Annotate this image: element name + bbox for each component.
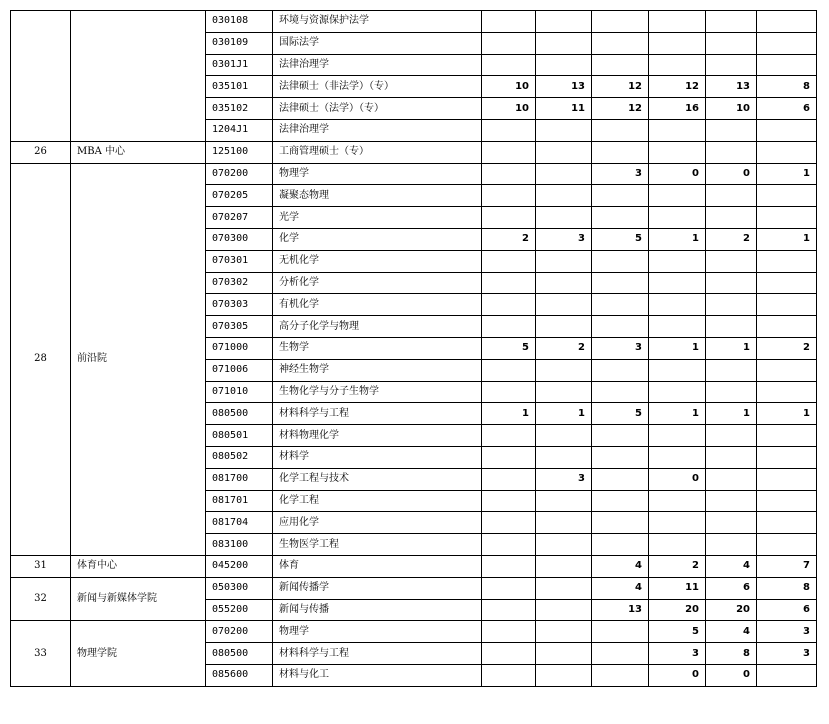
count-cell: 12 [649, 76, 706, 98]
major-name-cell: 新闻与传播 [273, 599, 482, 621]
count-cell: 4 [706, 621, 757, 643]
major-code-cell: 080500 [206, 403, 273, 425]
count-cell: 10 [482, 76, 536, 98]
count-cell [482, 250, 536, 272]
major-code-cell: 035101 [206, 76, 273, 98]
count-cell [536, 359, 592, 381]
major-name-cell: 化学工程 [273, 490, 482, 512]
count-cell: 4 [592, 577, 649, 599]
count-cell [649, 250, 706, 272]
count-cell: 1 [649, 228, 706, 250]
count-cell [536, 425, 592, 447]
count-cell [649, 294, 706, 316]
count-cell [592, 207, 649, 229]
count-cell [482, 141, 536, 163]
count-cell [757, 512, 817, 534]
count-cell [757, 316, 817, 338]
major-code-cell: 035102 [206, 98, 273, 120]
count-cell [649, 512, 706, 534]
count-cell [536, 250, 592, 272]
major-name-cell: 材料科学与工程 [273, 643, 482, 665]
count-cell [482, 185, 536, 207]
major-name-cell: 体育 [273, 555, 482, 577]
count-cell [706, 446, 757, 468]
count-cell [649, 141, 706, 163]
count-cell [757, 490, 817, 512]
count-cell [536, 54, 592, 76]
count-cell [482, 11, 536, 33]
count-cell: 5 [592, 403, 649, 425]
count-cell [482, 207, 536, 229]
count-cell [706, 32, 757, 54]
major-code-cell: 070301 [206, 250, 273, 272]
major-code-cell: 081700 [206, 468, 273, 490]
count-cell: 2 [649, 555, 706, 577]
count-cell [706, 381, 757, 403]
major-code-cell: 081701 [206, 490, 273, 512]
count-cell [706, 185, 757, 207]
major-name-cell: 物理学 [273, 621, 482, 643]
count-cell [536, 512, 592, 534]
count-cell [592, 54, 649, 76]
major-name-cell: 国际法学 [273, 32, 482, 54]
count-cell: 8 [706, 643, 757, 665]
major-name-cell: 高分子化学与物理 [273, 316, 482, 338]
count-cell [649, 381, 706, 403]
count-cell [706, 316, 757, 338]
major-code-cell: 055200 [206, 599, 273, 621]
count-cell [536, 207, 592, 229]
count-cell [482, 294, 536, 316]
count-cell [706, 11, 757, 33]
count-cell: 3 [592, 163, 649, 185]
major-name-cell: 无机化学 [273, 250, 482, 272]
count-cell [536, 272, 592, 294]
count-cell [757, 381, 817, 403]
count-cell: 0 [649, 163, 706, 185]
count-cell: 13 [706, 76, 757, 98]
count-cell [757, 119, 817, 141]
count-cell: 5 [482, 337, 536, 359]
count-cell: 3 [649, 643, 706, 665]
admissions-table [10, 10, 817, 687]
count-cell: 4 [592, 555, 649, 577]
count-cell: 11 [536, 98, 592, 120]
major-code-cell: 125100 [206, 141, 273, 163]
major-code-cell: 081704 [206, 512, 273, 534]
count-cell [482, 490, 536, 512]
count-cell: 1 [482, 403, 536, 425]
count-cell [482, 381, 536, 403]
unit-name-cell: 新闻与新媒体学院 [71, 577, 206, 621]
count-cell: 7 [757, 555, 817, 577]
count-cell [536, 534, 592, 556]
count-cell [482, 512, 536, 534]
count-cell [592, 534, 649, 556]
major-name-cell: 光学 [273, 207, 482, 229]
major-code-cell: 080501 [206, 425, 273, 447]
count-cell: 1 [536, 403, 592, 425]
table-row [11, 621, 817, 643]
count-cell: 6 [757, 98, 817, 120]
count-cell [649, 316, 706, 338]
count-cell [592, 512, 649, 534]
count-cell [482, 272, 536, 294]
major-name-cell: 有机化学 [273, 294, 482, 316]
count-cell [536, 490, 592, 512]
count-cell [706, 425, 757, 447]
count-cell [482, 316, 536, 338]
count-cell [482, 599, 536, 621]
major-name-cell: 材料学 [273, 446, 482, 468]
major-code-cell: 045200 [206, 555, 273, 577]
major-code-cell: 070205 [206, 185, 273, 207]
count-cell [649, 534, 706, 556]
count-cell: 16 [649, 98, 706, 120]
count-cell [592, 490, 649, 512]
count-cell [706, 468, 757, 490]
count-cell [649, 446, 706, 468]
count-cell [536, 664, 592, 686]
count-cell [592, 643, 649, 665]
count-cell [706, 54, 757, 76]
count-cell [592, 294, 649, 316]
count-cell [536, 643, 592, 665]
count-cell [536, 119, 592, 141]
count-cell [757, 11, 817, 33]
count-cell [482, 555, 536, 577]
table-body [11, 11, 817, 687]
count-cell [482, 643, 536, 665]
major-name-cell: 法律硕士（法学）（专） [273, 98, 482, 120]
count-cell [536, 621, 592, 643]
count-cell [649, 272, 706, 294]
major-name-cell: 生物学 [273, 337, 482, 359]
major-name-cell: 化学工程与技术 [273, 468, 482, 490]
count-cell [536, 32, 592, 54]
count-cell: 5 [592, 228, 649, 250]
count-cell [706, 119, 757, 141]
count-cell [482, 32, 536, 54]
count-cell: 1 [757, 228, 817, 250]
major-code-cell: 070303 [206, 294, 273, 316]
unit-number-cell: 33 [11, 621, 71, 686]
count-cell [592, 316, 649, 338]
count-cell [706, 359, 757, 381]
major-name-cell: 生物医学工程 [273, 534, 482, 556]
unit-name-cell [71, 11, 206, 142]
count-cell: 4 [706, 555, 757, 577]
count-cell: 3 [592, 337, 649, 359]
major-code-cell: 070200 [206, 163, 273, 185]
unit-number-cell: 31 [11, 555, 71, 577]
count-cell [482, 446, 536, 468]
count-cell [536, 185, 592, 207]
count-cell [706, 294, 757, 316]
table-row [11, 555, 817, 577]
count-cell [536, 446, 592, 468]
count-cell [592, 250, 649, 272]
count-cell [757, 32, 817, 54]
major-name-cell: 应用化学 [273, 512, 482, 534]
count-cell [757, 425, 817, 447]
count-cell [649, 359, 706, 381]
major-name-cell: 凝聚态物理 [273, 185, 482, 207]
major-name-cell: 环境与资源保护法学 [273, 11, 482, 33]
count-cell [706, 512, 757, 534]
unit-number-cell [11, 11, 71, 142]
count-cell: 12 [592, 76, 649, 98]
major-name-cell: 生物化学与分子生物学 [273, 381, 482, 403]
count-cell: 1 [757, 163, 817, 185]
major-name-cell: 材料科学与工程 [273, 403, 482, 425]
major-code-cell: 070207 [206, 207, 273, 229]
count-cell: 2 [482, 228, 536, 250]
count-cell [536, 381, 592, 403]
major-code-cell: 070200 [206, 621, 273, 643]
major-code-cell: 1204J1 [206, 119, 273, 141]
major-code-cell: 030108 [206, 11, 273, 33]
unit-name-cell: MBA 中心 [71, 141, 206, 163]
count-cell: 20 [706, 599, 757, 621]
major-name-cell: 法律硕士（非法学）（专） [273, 76, 482, 98]
count-cell: 0 [706, 664, 757, 686]
major-code-cell: 080500 [206, 643, 273, 665]
count-cell [482, 425, 536, 447]
major-code-cell: 085600 [206, 664, 273, 686]
count-cell [706, 272, 757, 294]
unit-number-cell: 32 [11, 577, 71, 621]
major-name-cell: 材料与化工 [273, 664, 482, 686]
unit-name-cell: 体育中心 [71, 555, 206, 577]
major-name-cell: 神经生物学 [273, 359, 482, 381]
count-cell [757, 468, 817, 490]
major-code-cell: 0301J1 [206, 54, 273, 76]
count-cell [592, 468, 649, 490]
count-cell [536, 294, 592, 316]
count-cell [592, 32, 649, 54]
count-cell [649, 207, 706, 229]
major-code-cell: 030109 [206, 32, 273, 54]
major-name-cell: 工商管理硕士（专） [273, 141, 482, 163]
count-cell [536, 577, 592, 599]
count-cell: 1 [757, 403, 817, 425]
major-name-cell: 分析化学 [273, 272, 482, 294]
count-cell [649, 119, 706, 141]
count-cell [482, 54, 536, 76]
count-cell [482, 534, 536, 556]
count-cell [649, 490, 706, 512]
count-cell [592, 621, 649, 643]
table-row [11, 163, 817, 185]
table-row [11, 577, 817, 599]
count-cell [592, 185, 649, 207]
major-code-cell: 070305 [206, 316, 273, 338]
count-cell: 2 [706, 228, 757, 250]
count-cell: 11 [649, 577, 706, 599]
count-cell: 20 [649, 599, 706, 621]
count-cell [592, 359, 649, 381]
major-code-cell: 071006 [206, 359, 273, 381]
count-cell [706, 534, 757, 556]
count-cell [482, 119, 536, 141]
count-cell [482, 468, 536, 490]
count-cell [592, 664, 649, 686]
count-cell: 2 [757, 337, 817, 359]
count-cell [592, 11, 649, 33]
count-cell [757, 446, 817, 468]
count-cell [757, 141, 817, 163]
count-cell [536, 555, 592, 577]
count-cell: 1 [649, 337, 706, 359]
major-name-cell: 法律治理学 [273, 119, 482, 141]
count-cell [706, 141, 757, 163]
count-cell [757, 534, 817, 556]
count-cell [592, 446, 649, 468]
count-cell: 6 [706, 577, 757, 599]
count-cell [649, 185, 706, 207]
count-cell: 3 [536, 228, 592, 250]
count-cell [757, 207, 817, 229]
unit-number-cell: 28 [11, 163, 71, 555]
major-name-cell: 材料物理化学 [273, 425, 482, 447]
count-cell [757, 294, 817, 316]
major-name-cell: 物理学 [273, 163, 482, 185]
count-cell [649, 54, 706, 76]
count-cell: 0 [706, 163, 757, 185]
count-cell: 5 [649, 621, 706, 643]
major-code-cell: 071000 [206, 337, 273, 359]
count-cell: 3 [757, 621, 817, 643]
count-cell: 10 [706, 98, 757, 120]
major-name-cell: 法律治理学 [273, 54, 482, 76]
count-cell [706, 207, 757, 229]
count-cell [649, 11, 706, 33]
count-cell [482, 163, 536, 185]
count-cell [536, 141, 592, 163]
count-cell: 0 [649, 664, 706, 686]
unit-name-cell: 物理学院 [71, 621, 206, 686]
count-cell [482, 577, 536, 599]
unit-number-cell: 26 [11, 141, 71, 163]
count-cell [757, 664, 817, 686]
major-code-cell: 070300 [206, 228, 273, 250]
major-name-cell: 新闻传播学 [273, 577, 482, 599]
count-cell: 13 [536, 76, 592, 98]
count-cell [536, 599, 592, 621]
count-cell [592, 425, 649, 447]
count-cell [482, 664, 536, 686]
count-cell [482, 621, 536, 643]
count-cell [757, 250, 817, 272]
count-cell: 6 [757, 599, 817, 621]
count-cell [706, 490, 757, 512]
major-code-cell: 080502 [206, 446, 273, 468]
count-cell [592, 272, 649, 294]
count-cell [536, 163, 592, 185]
count-cell [482, 359, 536, 381]
unit-name-cell: 前沿院 [71, 163, 206, 555]
count-cell [757, 54, 817, 76]
count-cell: 3 [757, 643, 817, 665]
count-cell: 1 [706, 403, 757, 425]
count-cell [536, 316, 592, 338]
count-cell: 1 [649, 403, 706, 425]
count-cell [592, 119, 649, 141]
table-row [11, 11, 817, 33]
count-cell: 10 [482, 98, 536, 120]
major-code-cell: 083100 [206, 534, 273, 556]
count-cell [757, 272, 817, 294]
count-cell [536, 11, 592, 33]
count-cell: 3 [536, 468, 592, 490]
major-code-cell: 070302 [206, 272, 273, 294]
count-cell [592, 141, 649, 163]
major-name-cell: 化学 [273, 228, 482, 250]
count-cell: 13 [592, 599, 649, 621]
count-cell [649, 425, 706, 447]
count-cell: 12 [592, 98, 649, 120]
table-row [11, 141, 817, 163]
count-cell [649, 32, 706, 54]
count-cell [592, 381, 649, 403]
count-cell: 1 [706, 337, 757, 359]
count-cell [706, 250, 757, 272]
count-cell [757, 185, 817, 207]
count-cell: 8 [757, 577, 817, 599]
count-cell: 8 [757, 76, 817, 98]
count-cell: 0 [649, 468, 706, 490]
major-code-cell: 071010 [206, 381, 273, 403]
major-code-cell: 050300 [206, 577, 273, 599]
count-cell: 2 [536, 337, 592, 359]
count-cell [757, 359, 817, 381]
